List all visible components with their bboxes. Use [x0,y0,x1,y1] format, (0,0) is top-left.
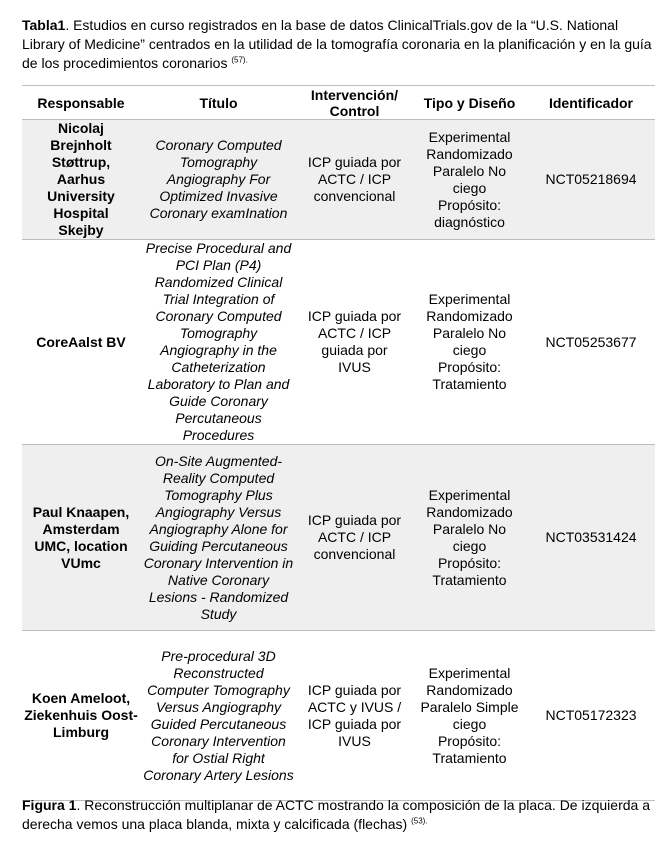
cell-intervencion: ICP guiada por ACTC / ICP convencional [297,445,412,631]
header-tipo: Tipo y Diseño [412,86,527,120]
table-caption-text: . Estudios en curso registrados en la base de datos ClinicalTrials.gov de la “U.S. National Library of Medicine” centrados en la utilidad de la tomografía coronaria en la planificación y en la guía de los procedimientos coronarios [22,17,652,71]
table-caption-label: Tabla1 [22,17,66,33]
cell-intervencion: ICP guiada por ACTC / ICP guiada por IVUS [297,240,412,445]
figure-caption-ref: (53). [411,816,428,826]
figure-caption [22,796,662,834]
clinical-trials-table [22,85,655,801]
cell-tipo: Experimental Randomizado Paralelo No ciego Propósito: Tratamiento [412,240,527,445]
table-header-row [22,86,655,120]
cell-intervencion: ICP guiada por ACTC y IVUS / ICP guiada por IVUS [297,631,412,801]
figure-caption-label: Figura 1 [22,797,77,813]
cell-responsable: Koen Ameloot, Ziekenhuis Oost-Limburg [22,631,140,801]
cell-responsable: Nicolaj Brejnholt Støttrup, Aarhus University Hospital Skejby [22,120,140,240]
header-identificador: Identificador [527,86,655,120]
cell-titulo: Pre-procedural 3D Reconstructed Computer Tomography Versus Angiography Guided Percutaneous Coronary Intervention for Ostial Right Coronary Artery Lesions [140,631,297,801]
cell-tipo: Experimental Randomizado Paralelo No ciego Propósito: Tratamiento [412,445,527,631]
cell-titulo: Precise Procedural and PCI Plan (P4) Randomized Clinical Trial Integration of Coronary Computed Tomography Angiography in the Catheterization Laboratory to Plan and Guide Coronary Percutaneous Procedures [140,240,297,445]
table-row [22,240,655,445]
cell-responsable: CoreAalst BV [22,240,140,445]
table-row [22,445,655,631]
cell-identificador: NCT05253677 [527,240,655,445]
cell-identificador: NCT05172323 [527,631,655,801]
table-caption [22,16,652,73]
cell-tipo: Experimental Randomizado Paralelo Simple ciego Propósito: Tratamiento [412,631,527,801]
table-row [22,631,655,801]
header-responsable: Responsable [22,86,140,120]
cell-tipo: Experimental Randomizado Paralelo No ciego Propósito: diagnóstico [412,120,527,240]
table-row [22,120,655,240]
figure-caption-text: . Reconstrucción multiplanar de ACTC mostrando la composición de la placa. De izquierda a derecha vemos una placa blanda, mixta y calcificada (flechas) [22,797,650,832]
cell-identificador: NCT05218694 [527,120,655,240]
cell-intervencion: ICP guiada por ACTC / ICP convencional [297,120,412,240]
header-titulo: Título [140,86,297,120]
cell-responsable: Paul Knaapen, Amsterdam UMC, location VUmc [22,445,140,631]
table-caption-ref: (57). [231,55,248,65]
cell-titulo: On-Site Augmented-Reality Computed Tomography Plus Angiography Versus Angiography Alone for Guiding Percutaneous Coronary Intervention in Native Coronary Lesions - Randomized Study [140,445,297,631]
cell-titulo: Coronary Computed Tomography Angiography For Optimized Invasive Coronary examInation [140,120,297,240]
header-intervencion: Intervención/ Control [297,86,412,120]
cell-identificador: NCT03531424 [527,445,655,631]
